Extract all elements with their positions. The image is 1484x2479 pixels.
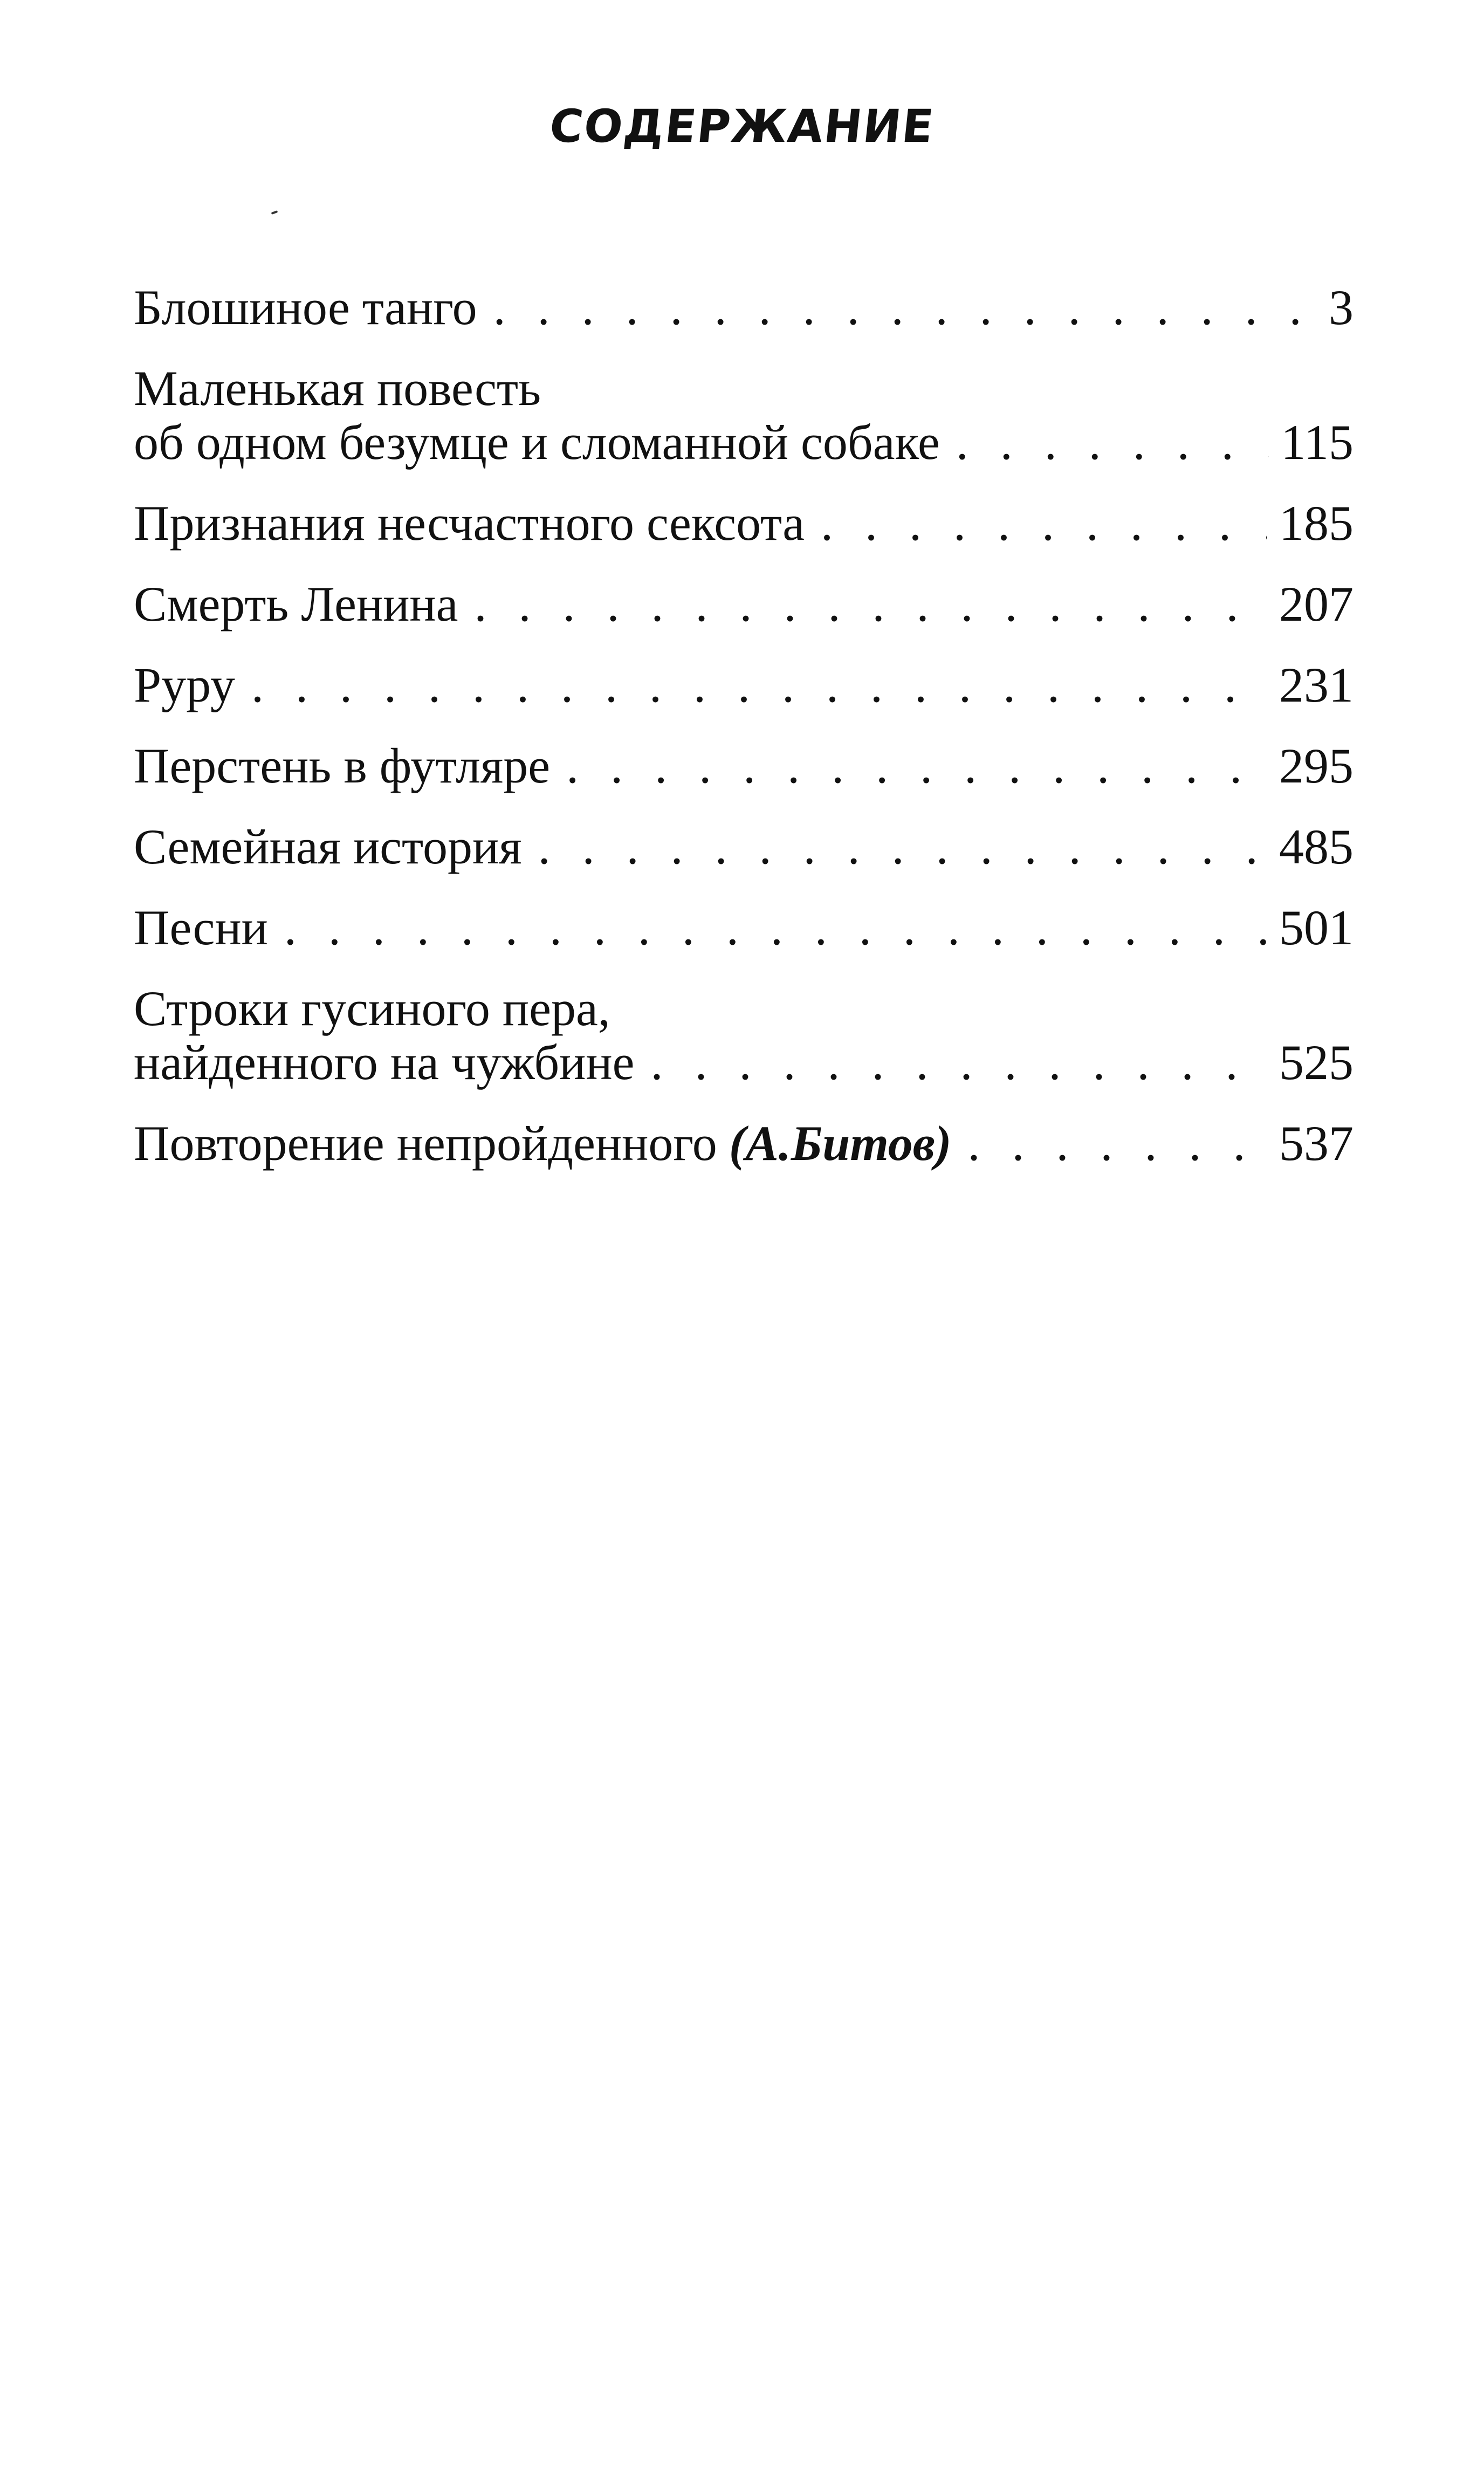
toc-entry-author: (А.Битов) — [729, 1116, 952, 1171]
dot-leader — [956, 415, 1269, 469]
toc-page-number: 115 — [1281, 415, 1354, 470]
toc-page-number: 537 — [1279, 1116, 1354, 1171]
toc-entry-title: Признания несчастного сексота — [134, 496, 805, 551]
toc-page-number: 3 — [1329, 280, 1354, 335]
toc-entry-line — [134, 1116, 1354, 1170]
toc-entry-title: Перстень в футляре — [134, 738, 551, 793]
table-of-contents — [134, 280, 1354, 1197]
dot-leader — [821, 496, 1267, 550]
toc-entry-line — [134, 415, 1354, 469]
toc-page-number: 525 — [1279, 1035, 1354, 1090]
dot-leader — [284, 901, 1267, 954]
toc-entry-line — [134, 901, 1354, 954]
toc-entry-title: Руру — [134, 657, 235, 712]
toc-page-number: 207 — [1279, 576, 1354, 631]
toc-entry-title: Смерть Ленина — [134, 576, 458, 631]
dot-leader — [251, 658, 1267, 712]
dot-leader — [566, 739, 1267, 793]
toc-entry-line — [134, 739, 1354, 793]
toc-page-number: 295 — [1279, 738, 1354, 793]
toc-entry-line — [134, 820, 1354, 874]
toc-entry-title: Строки гусиного пера, — [134, 981, 610, 1036]
toc-page-number: 485 — [1279, 819, 1354, 874]
toc-entry-line — [134, 658, 1354, 712]
dot-leader — [968, 1116, 1267, 1170]
dot-leader — [475, 577, 1267, 631]
toc-page-number: 231 — [1279, 657, 1354, 712]
toc-entry-title: об одном безумце и сломанной собаке — [134, 415, 940, 470]
toc-entry — [134, 577, 1354, 631]
toc-entry-title: Семейная история — [134, 819, 522, 874]
page-title: СОДЕРЖАНИЕ — [547, 100, 937, 153]
toc-entry-line — [134, 577, 1354, 631]
toc-entry-line — [134, 1035, 1354, 1089]
toc-entry-title: Песни — [134, 900, 268, 955]
toc-entry-title: Маленькая повесть — [134, 361, 541, 416]
dot-leader — [493, 280, 1317, 334]
dot-leader — [650, 1035, 1267, 1089]
toc-entry — [134, 361, 1354, 469]
toc-entry — [134, 280, 1354, 334]
toc-entry — [134, 739, 1354, 793]
toc-entry-title: Повторение непройденного — [134, 1116, 717, 1171]
toc-entry — [134, 981, 1354, 1089]
toc-entry — [134, 901, 1354, 954]
toc-page-number: 501 — [1279, 900, 1354, 955]
toc-entry-line — [134, 280, 1354, 334]
toc-entry — [134, 1116, 1354, 1170]
toc-entry-title: найденного на чужбине — [134, 1035, 635, 1090]
toc-entry-line — [134, 496, 1354, 550]
toc-entry-line — [134, 361, 1354, 415]
toc-entry-title: Блошиное танго — [134, 280, 477, 335]
toc-page-number: 185 — [1279, 496, 1354, 551]
toc-entry — [134, 658, 1354, 712]
toc-entry-line — [134, 981, 1354, 1035]
dot-leader — [538, 820, 1267, 874]
print-speck — [271, 210, 278, 215]
toc-entry — [134, 496, 1354, 550]
toc-entry — [134, 820, 1354, 874]
